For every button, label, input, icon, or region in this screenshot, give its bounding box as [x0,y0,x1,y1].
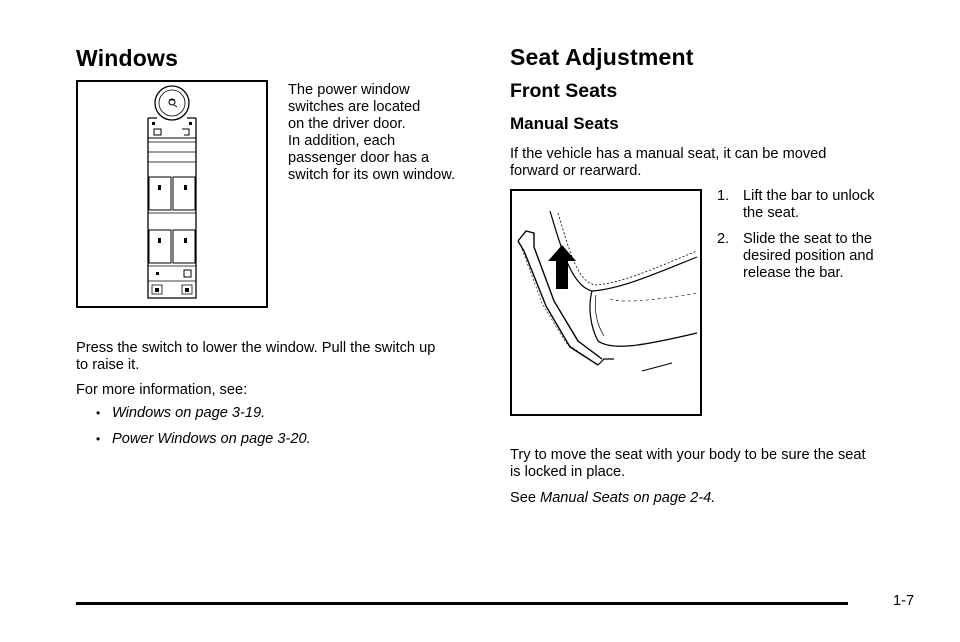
seat-lock-check-text [510,447,866,481]
step-line: the seat. [743,205,799,221]
caption-line: on the driver door. [288,116,406,132]
reference-link[interactable]: Windows on page 3-19. [112,405,266,421]
step-line: Slide the seat to the [743,231,872,247]
see-prefix: See [510,490,536,506]
step-line: release the bar. [743,265,844,281]
reference-item-power-windows[interactable] [98,431,478,448]
paragraph-line: to raise it. [76,357,140,373]
paragraph-line: forward or rearward. [510,163,642,179]
bullet-icon: • [96,432,101,446]
paragraph-line: If the vehicle has a manual seat, it can be moved [510,146,827,162]
page-number: 1-7 [893,593,915,609]
step-item [717,231,917,282]
front-seats-heading: Front Seats [510,80,618,102]
step-line: Lift the bar to unlock [743,188,875,204]
manual-seat-figure [510,189,702,416]
window-figure-caption [288,82,455,184]
caption-line: In addition, each [288,133,396,149]
footer-rule [76,602,848,605]
steps-list [717,188,917,291]
reference-link[interactable]: Power Windows on page 3-20. [112,431,311,447]
manual-seats-reference-link[interactable]: Manual Seats on page 2-4. [540,490,716,506]
caption-line: The power window [288,82,410,98]
more-info-text: For more information, see: [76,382,248,398]
bullet-icon: • [96,406,101,420]
manual-seat-intro [510,146,826,180]
window-switch-illustration [78,82,266,306]
step-line: desired position and [743,248,874,264]
paragraph-line: is locked in place. [510,464,626,480]
seat-adjustment-heading: Seat Adjustment [510,44,694,70]
windows-heading: Windows [76,45,179,71]
window-switch-figure [76,80,268,308]
step-item [717,188,917,222]
step-number: 1. [717,188,730,204]
step-number: 2. [717,231,730,247]
caption-line: switches are located [288,99,421,115]
caption-line: passenger door has a [288,150,430,166]
manual-seat-illustration [512,191,700,414]
manual-seats-heading: Manual Seats [510,114,619,133]
paragraph-line: Press the switch to lower the window. Pull the switch up [76,340,436,356]
windows-instructions [76,340,435,374]
see-reference [510,490,715,507]
paragraph-line: Try to move the seat with your body to be sure the seat [510,447,866,463]
caption-line: switch for its own window. [288,167,456,183]
reference-item-windows[interactable] [98,405,478,422]
